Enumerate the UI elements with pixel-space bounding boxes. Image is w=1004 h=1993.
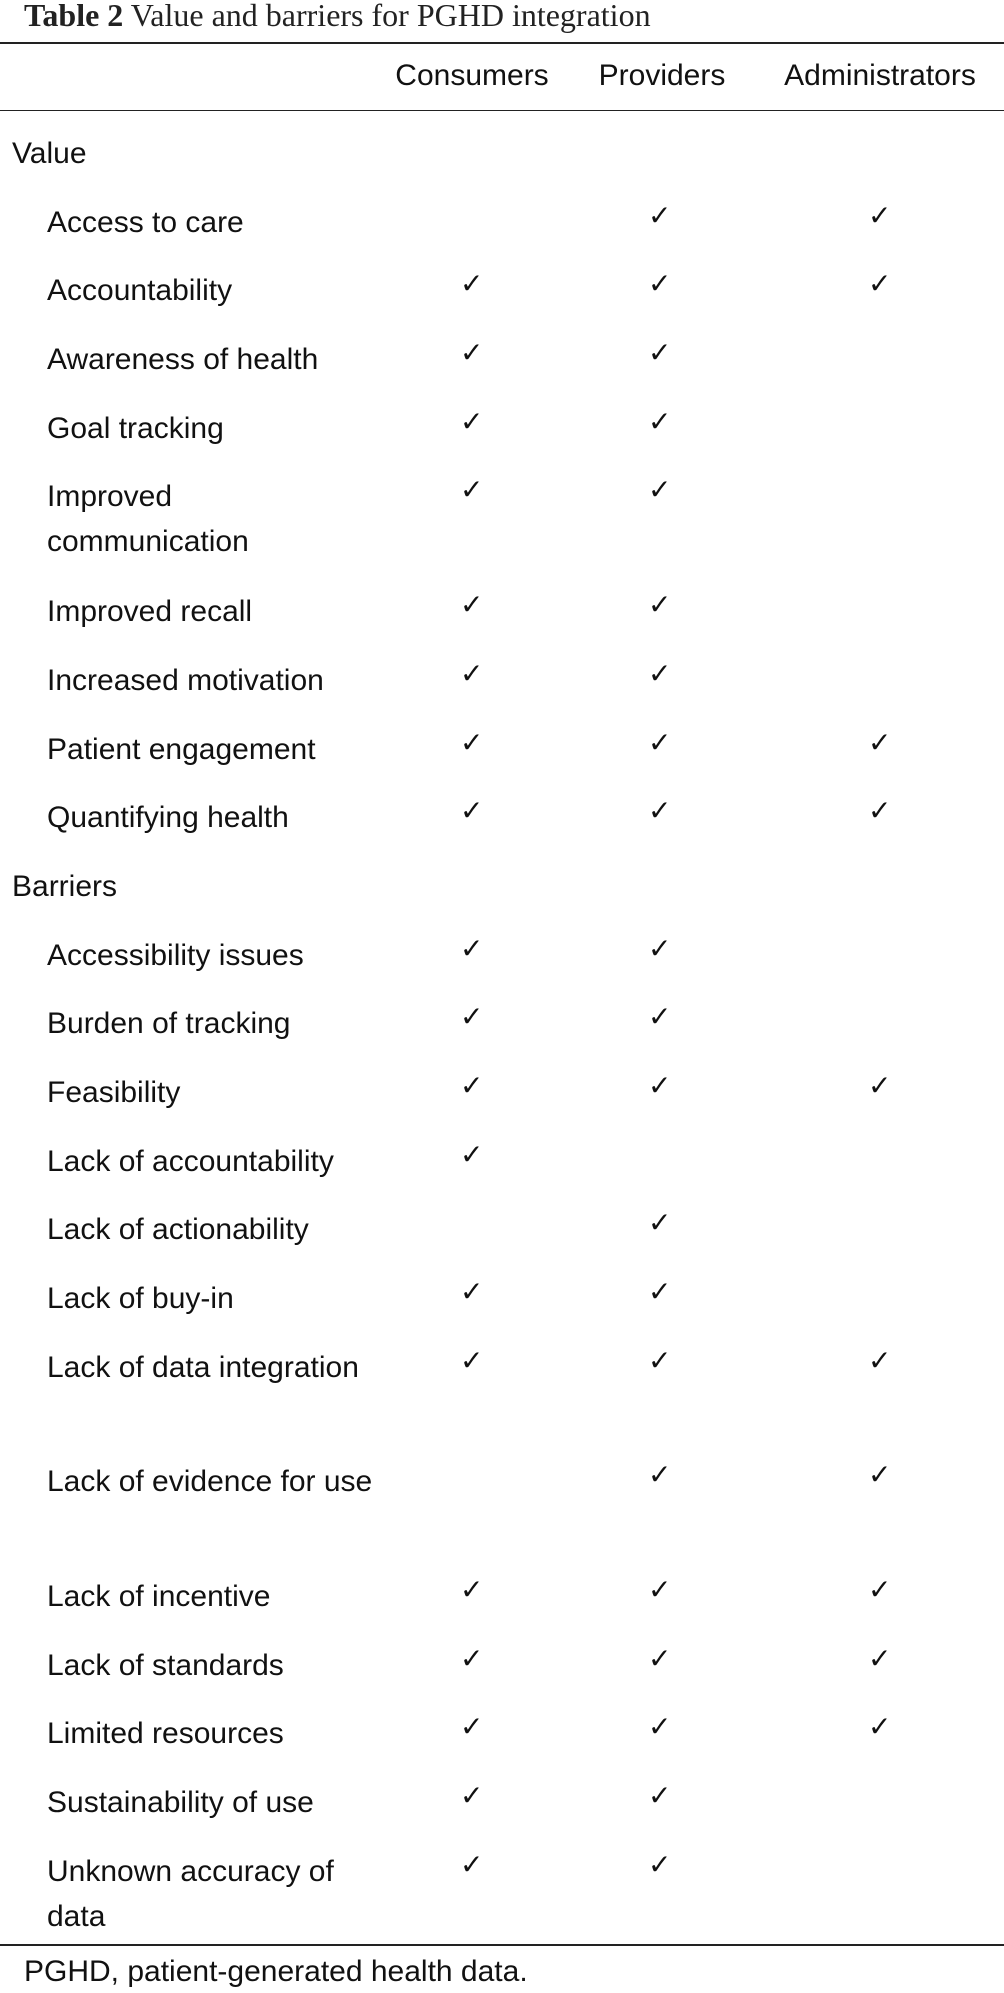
row-label: Increased motivation xyxy=(47,663,324,697)
row-label: Sustainability of use xyxy=(47,1786,314,1820)
row-label: Lack of standards xyxy=(47,1648,284,1682)
row-label: Goal tracking xyxy=(47,411,224,445)
consumers-check-mark: ✓ xyxy=(460,1847,484,1881)
consumers-check-mark: ✓ xyxy=(460,1573,484,1607)
consumers-check-mark: ✓ xyxy=(460,1000,484,1034)
consumers-check-mark: ✓ xyxy=(460,1275,484,1308)
section-title: Barriers xyxy=(12,869,118,903)
administrators-check-mark: ✓ xyxy=(868,267,892,301)
consumers-check-mark: ✓ xyxy=(460,1068,484,1102)
providers-check-mark: ✓ xyxy=(648,1343,672,1377)
table-row xyxy=(0,1121,1004,1190)
table-row xyxy=(0,915,1004,984)
providers-check-mark: ✓ xyxy=(648,336,672,370)
table-row xyxy=(0,319,1004,388)
table-caption-text: Value and barriers for PGHD integration xyxy=(130,0,651,33)
consumers-check-mark: ✓ xyxy=(460,1779,484,1813)
administrators-check-mark: ✓ xyxy=(868,1710,892,1744)
row-label: Awareness of health xyxy=(47,343,319,377)
section-row xyxy=(0,846,1004,915)
table-row xyxy=(0,182,1004,251)
table-row xyxy=(0,1625,1004,1694)
administrators-check-mark: ✓ xyxy=(868,1458,892,1492)
table-row xyxy=(0,777,1004,846)
table-bottom-rule xyxy=(0,1944,1004,1946)
consumers-check-mark: ✓ xyxy=(460,931,484,965)
row-label: Limited resources xyxy=(47,1717,284,1751)
administrators-check-mark: ✓ xyxy=(868,794,892,828)
row-label: Lack of data integration xyxy=(47,1350,359,1384)
table-body xyxy=(0,113,1004,1946)
consumers-check-mark: ✓ xyxy=(460,1710,484,1744)
table-row xyxy=(0,640,1004,709)
table-row xyxy=(0,1762,1004,1831)
row-label: Burden of tracking xyxy=(47,1007,291,1041)
column-header-administrators: Administrators xyxy=(784,59,976,92)
column-header-consumers: Consumers xyxy=(395,59,549,92)
row-label: Lack of buy-in xyxy=(47,1282,234,1315)
administrators-check-mark: ✓ xyxy=(868,725,892,759)
consumers-check-mark: ✓ xyxy=(460,656,484,690)
section-title: Value xyxy=(12,137,87,170)
consumers-check-mark: ✓ xyxy=(460,1137,484,1171)
table-row xyxy=(0,388,1004,457)
row-label: Accessibility issues xyxy=(47,938,304,972)
table-row xyxy=(0,1831,1004,1946)
administrators-check-mark: ✓ xyxy=(868,1573,892,1607)
consumers-check-mark: ✓ xyxy=(460,267,484,301)
providers-check-mark: ✓ xyxy=(648,656,672,690)
administrators-check-mark: ✓ xyxy=(868,1343,892,1377)
table-row xyxy=(0,1258,1004,1327)
section-row xyxy=(0,113,1004,182)
table-caption-label: Table 2 xyxy=(24,0,124,33)
administrators-check-mark: ✓ xyxy=(868,198,892,232)
consumers-check-mark: ✓ xyxy=(460,336,484,370)
row-label: Improved recall xyxy=(47,595,253,629)
table-row xyxy=(0,709,1004,778)
row-label: Access to care xyxy=(47,205,244,239)
providers-check-mark: ✓ xyxy=(648,1779,672,1813)
row-label: Quantifying health xyxy=(47,801,289,835)
consumers-check-mark: ✓ xyxy=(460,588,484,622)
consumers-check-mark: ✓ xyxy=(460,794,484,828)
consumers-check-mark: ✓ xyxy=(460,404,484,438)
consumers-check-mark: ✓ xyxy=(460,725,484,759)
consumers-check-mark: ✓ xyxy=(460,473,484,507)
providers-check-mark: ✓ xyxy=(648,267,672,301)
table-row xyxy=(0,983,1004,1052)
table-row xyxy=(0,1189,1004,1258)
table-row xyxy=(0,1693,1004,1762)
row-label: Lack of accountability xyxy=(47,1144,334,1178)
table-row xyxy=(0,1556,1004,1625)
administrators-check-mark: ✓ xyxy=(868,1641,892,1675)
providers-check-mark: ✓ xyxy=(648,931,672,965)
column-header-providers: Providers xyxy=(598,59,726,92)
providers-check-mark: ✓ xyxy=(648,1573,672,1607)
consumers-check-mark: ✓ xyxy=(460,1641,484,1675)
providers-check-mark: ✓ xyxy=(648,1000,672,1034)
providers-check-mark: ✓ xyxy=(648,198,672,232)
row-label: Unknown accuracy of data xyxy=(47,1854,334,1933)
providers-check-mark: ✓ xyxy=(648,473,672,507)
row-label: Lack of actionability xyxy=(47,1213,309,1247)
table-row xyxy=(0,1052,1004,1121)
table-row xyxy=(0,456,1004,571)
providers-check-mark: ✓ xyxy=(648,1847,672,1881)
providers-check-mark: ✓ xyxy=(648,794,672,828)
providers-check-mark: ✓ xyxy=(648,588,672,622)
table-caption xyxy=(24,0,651,38)
consumers-check-mark: ✓ xyxy=(460,1343,484,1377)
table-footnote: PGHD, patient-generated health data. xyxy=(24,1955,528,1988)
providers-check-mark: ✓ xyxy=(648,1710,672,1744)
providers-check-mark: ✓ xyxy=(648,1068,672,1102)
row-label: Lack of incentive xyxy=(47,1580,271,1614)
providers-check-mark: ✓ xyxy=(648,1206,672,1240)
table-row xyxy=(0,1327,1004,1442)
providers-check-mark: ✓ xyxy=(648,1458,672,1492)
row-label: Feasibility xyxy=(47,1075,181,1109)
providers-check-mark: ✓ xyxy=(648,404,672,438)
row-label: Patient engagement xyxy=(47,732,316,766)
table-row xyxy=(0,571,1004,640)
table-row xyxy=(0,250,1004,319)
providers-check-mark: ✓ xyxy=(648,1275,672,1308)
row-label: Accountability xyxy=(47,274,233,308)
providers-check-mark: ✓ xyxy=(648,725,672,759)
table-header-rule xyxy=(0,110,1004,111)
administrators-check-mark: ✓ xyxy=(868,1068,892,1102)
providers-check-mark: ✓ xyxy=(648,1641,672,1675)
row-label: Improved communication xyxy=(47,480,249,559)
table-row xyxy=(0,1441,1004,1556)
row-label: Lack of evidence for use xyxy=(47,1465,373,1499)
